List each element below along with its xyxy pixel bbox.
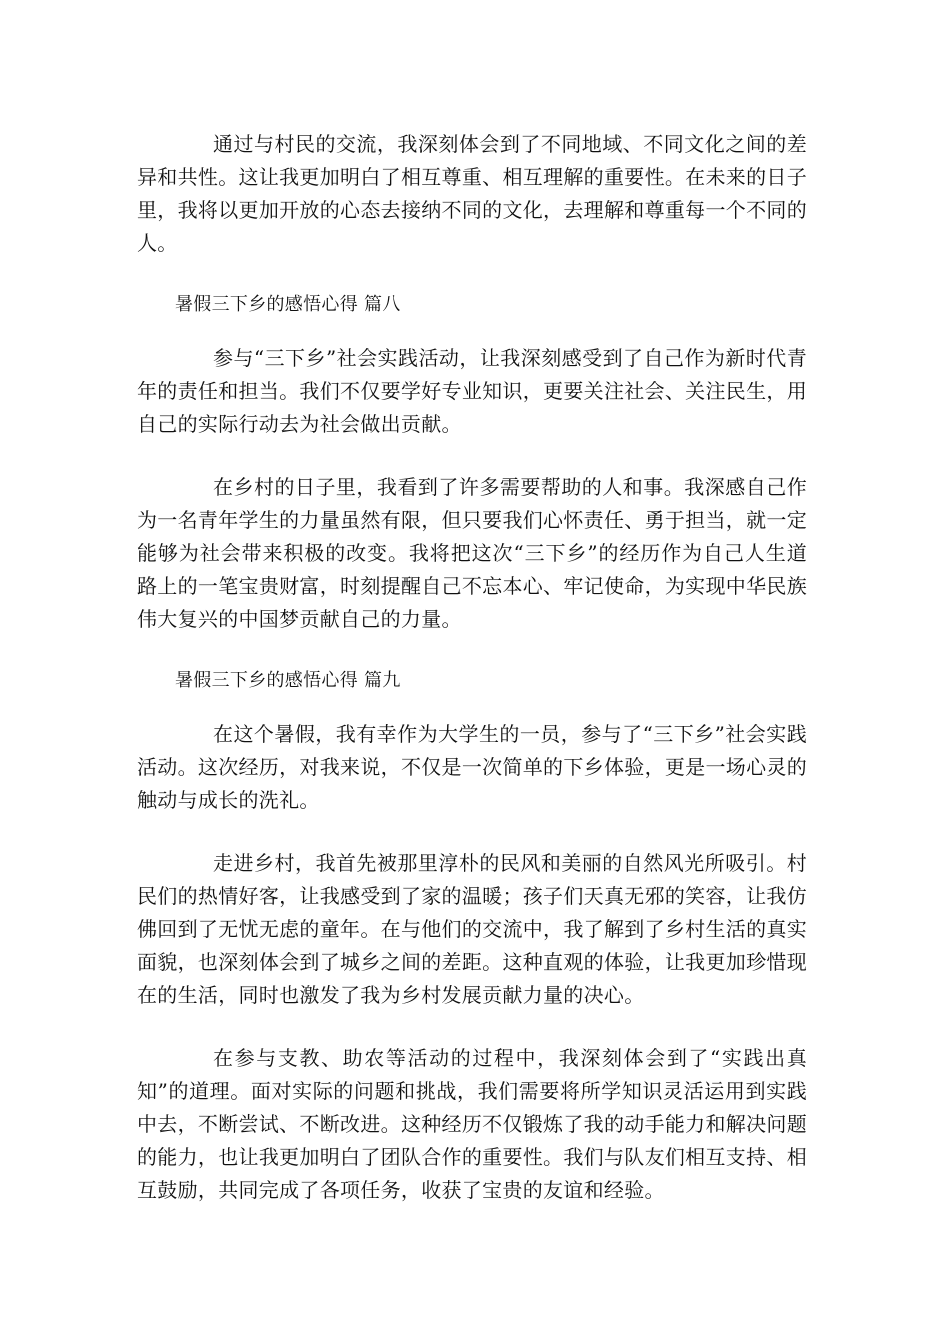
paragraph: 在这个暑假，我有幸作为大学生的一员，参与了“三下乡”社会实践活动。这次经历，对我来说，不仅是一次简单的下乡体验，更是一场心灵的触动与成长的洗礼。: [137, 722, 807, 812]
paragraph: 在乡村的日子里，我看到了许多需要帮助的人和事。我深感自己作为一名青年学生的力量虽然有限，但只要我们心怀责任、勇于担当，就一定能够为社会带来积极的改变。我将把这次“三下乡”的经历作为自己人生道路上的一笔宝贵财富，时刻提醒自己不忘本心、牢记使命，为实现中华民族伟大复兴的中国梦贡献自己的力量。: [137, 475, 807, 631]
section-heading-9: 暑假三下乡的感悟心得 篇九: [175, 670, 401, 691]
paragraph: 通过与村民的交流，我深刻体会到了不同地域、不同文化之间的差异和共性。这让我更加明白了相互尊重、相互理解的重要性。在未来的日子里，我将以更加开放的心态去接纳不同的文化，去理解和尊重每一个不同的人。: [137, 132, 807, 255]
section-heading-8: 暑假三下乡的感悟心得 篇八: [175, 294, 401, 315]
paragraph: 走进乡村，我首先被那里淳朴的民风和美丽的自然风光所吸引。村民们的热情好客，让我感受到了家的温暖；孩子们天真无邪的笑容，让我仿佛回到了无忧无虑的童年。在与他们的交流中，我了解到了乡村生活的真实面貌，也深刻体会到了城乡之间的差距。这种直观的体验，让我更加珍惜现在的生活，同时也激发了我为乡村发展贡献力量的决心。: [137, 851, 807, 1007]
paragraph: 参与“三下乡”社会实践活动，让我深刻感受到了自己作为新时代青年的责任和担当。我们不仅要学好专业知识，更要关注社会、关注民生，用自己的实际行动去为社会做出贡献。: [137, 346, 807, 436]
document-body: [137, 128, 807, 1237]
paragraph: 在参与支教、助农等活动的过程中，我深刻体会到了“实践出真知”的道理。面对实际的问题和挑战，我们需要将所学知识灵活运用到实践中去，不断尝试、不断改进。这种经历不仅锻炼了我的动手能力和解决问题的能力，也让我更加明白了团队合作的重要性。我们与队友们相互支持、相互鼓励，共同完成了各项任务，收获了宝贵的友谊和经验。: [137, 1046, 807, 1202]
